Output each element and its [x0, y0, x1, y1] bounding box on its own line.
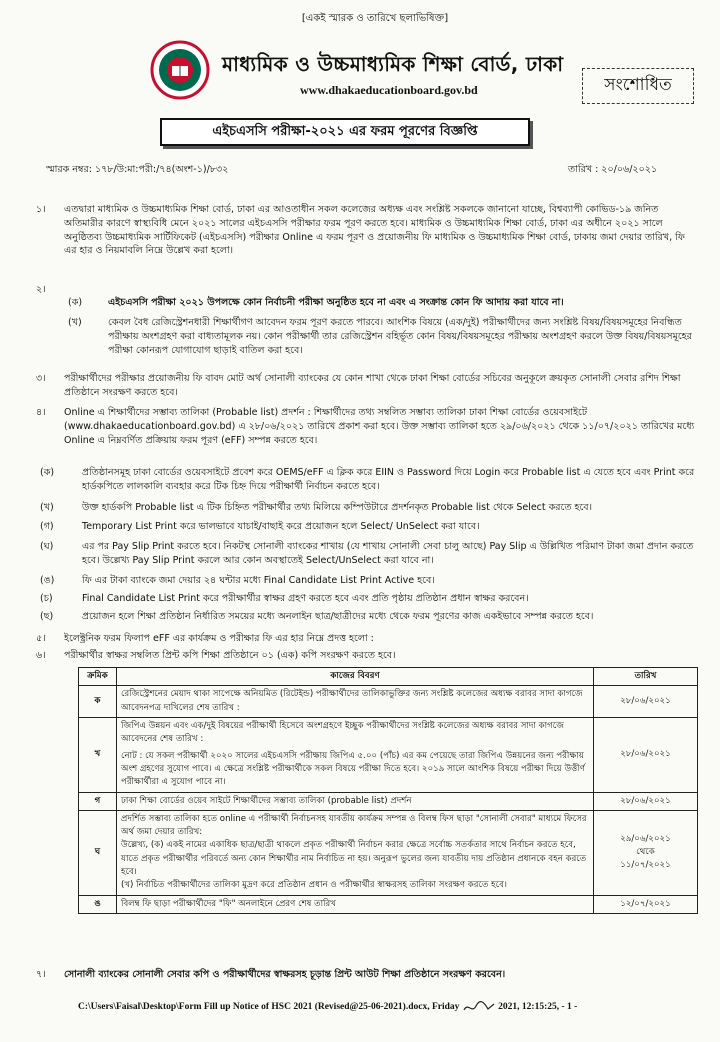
row-serial: ঙ — [79, 895, 117, 913]
para-4d-label: (ঘ) — [40, 541, 54, 552]
para-3: পরীক্ষার্থীদের পরীক্ষার প্রয়োজনীয় ফি বাবদ মোট অর্থ সোনালী ব্যাংকের যে কোন শাখা থেকে ঢাকা শিক্ষা বোর্ডের সচিবের অনুকূলে ক্রয়কৃত সোনালী সেবার রশিদ শিক্ষা প্রতিষ্ঠানে সংরক্ষণ করতে হবে। — [64, 373, 681, 398]
para-5: ইলেক্ট্রনিক ফরম ফিলাপ eFF এর কার্যক্রম ও পরীক্ষার ফি এর হার নিম্নে প্রদত্ত হলো : — [64, 633, 374, 644]
col-header-date: তারিখ — [594, 668, 698, 686]
row-date: ১২/০৭/২০২১ — [594, 895, 698, 913]
row-description-cell — [117, 717, 594, 792]
para-2a: এইচএসসি পরীক্ষা ২০২১ উপলক্ষে কোন নির্বাচনী পরীক্ষা অনুষ্ঠিত হবে না এবং এ সংক্রান্ত কোন ফি আদায় করা যাবে না। — [108, 297, 564, 308]
row-serial: গ — [79, 792, 117, 810]
table-header-row — [79, 668, 698, 686]
para-1: এতদ্বারা মাধ্যমিক ও উচ্চমাধ্যমিক শিক্ষা বোর্ড, ঢাকা এর আওতাধীন সকল কলেজের অধ্যক্ষ এবং সংশ্লিষ্ট সকলকে জানানো যাচ্ছে, বিশ্বব্যাপী কোভিড-১৯ জনিত অতিমারীর কারণে স্বাস্থ্যবিধি মেনে ২০২১ সালের এইচএসসি পরীক্ষার ফরম পূরণ করতে হবে। মাধ্যমিক ও উচ্চমাধ্যমিক শিক্ষা বোর্ড, ঢাকা এর অধীনে ২০২১ সালে অনুষ্ঠিতব্য উচ্চমাধ্যমিক সার্টিফিকেট (এইচএসসি) পরীক্ষার Online এ ফরম পূরণ ও প্রয়োজনীয় ফি মাধ্যমিক ও উচ্চমাধ্যমিক শিক্ষা বোর্ড, ঢাকায় জমা দেয়ার তারিখ, ফি এর হার ও নিয়মাবলি নিম্নে উল্লেখ করা হলো। — [64, 204, 685, 257]
row-description: বিলম্ব ফি ছাড়া পরীক্ষার্থীদের "ফি" অনলাইনে প্রেরণ শেষ তারিখ — [117, 895, 594, 913]
board-logo — [150, 40, 210, 100]
row-serial: খ — [79, 717, 117, 792]
row-description: রেজিস্ট্রেশনের মেয়াদ থাকা সাপেক্ষে অনিয়মিত (রিটেইন্ড) পরীক্ষার্থীদের তালিকাভুক্তির জন্য সংশ্লিষ্ট কলেজের অধ্যক্ষ বরাবর সাদা কাগজে আবেদনপত্র দাখিলের শেষ তারিখ : — [117, 686, 594, 718]
para-4g: প্রয়োজন হলে শিক্ষা প্রতিষ্ঠান নির্ধারিত সময়ের মধ্যে অনলাইন ছাত্র/ছাত্রীদের মধ্যে থেকে ফরম পূরণের কাজ একইভাবে সম্পন্ন করতে হবে। — [82, 611, 594, 622]
para-4e: ফি এর টাকা ব্যাংকে জমা দেয়ার ২৪ ঘন্টার মধ্যে Final Candidate List Print Active হবে। — [82, 575, 435, 586]
schedule-table — [78, 667, 698, 914]
para-4a: প্রতিষ্ঠানসমূহ ঢাকা বোর্ডের ওয়েবসাইটে প্রবেশ করে OEMS/eFF এ ক্লিক করে EIIN ও Password দিয়ে Login করে Probable list এ যেতে হবে এবং Print করে হার্ডকপিতে লালকালি ব্যবহার করে টিক চিহ্ন দিয়ে পরীক্ষার্থী নির্বাচন করতে হবে। — [82, 467, 695, 492]
document-footer — [78, 1000, 698, 1015]
para-4e-label: (ঙ) — [40, 575, 55, 586]
row-serial: ঘ — [79, 810, 117, 895]
para-4g-label: (ছ) — [40, 611, 54, 622]
row-note-2: (খ) নির্বাচিত পরীক্ষার্থীদের তালিকা মুদ্রণ করে প্রতিষ্ঠান প্রধান ও পরীক্ষার্থীর স্বাক্ষরসহ তালিকা সংরক্ষণ করতে হবে। — [121, 880, 507, 891]
row-date-start: ২৯/০৬/২০২১ — [620, 833, 671, 844]
row-date: ২৮/০৬/২০২১ — [594, 792, 698, 810]
table-row — [79, 792, 698, 810]
row-description: ঢাকা শিক্ষা বোর্ডের ওয়েব সাইটে শিক্ষার্থীদের সম্ভাব্য তালিকা (probable list) প্রদর্শন — [117, 792, 594, 810]
top-note: [একই স্মারক ও তারিখে ছলাভিষিক্ত] — [301, 13, 449, 24]
row-date: ২৮/০৬/২০২১ — [594, 686, 698, 718]
para-4b-label: (খ) — [40, 502, 54, 513]
para-4f-label: (চ) — [40, 593, 53, 604]
board-name: মাধ্যমিক ও উচ্চমাধ্যমিক শিক্ষা বোর্ড, ঢাকা — [222, 52, 564, 76]
para-2b: কেবল বৈধ রেজিস্ট্রেশনধারী শিক্ষার্থীগণ আবেদন ফরম পূরণ করতে পারবে। আংশিক বিষয়ে (এক/দুই) পরীক্ষার্থীদের জন্য সংশ্লিষ্ট বিষয়/বিষয়সমূহের নিবন্ধিত পরীক্ষায় অংশগ্রহণ করা বাধ্যতামূলক নয়। কোন পরীক্ষার্থী তার রেজিস্ট্রেশন বহির্ভূত কোন বিষয়/বিষয়সমূহের পরীক্ষায় অংশগ্রহণ করলে উক্ত বিষয়/বিষয়সমূহের পরীক্ষা কোনরূপ যোগাযোগ ছাড়াই বাতিল করা হবে। — [108, 317, 692, 356]
row-note: উল্লেখ্য, (ক) একই নামের একাধিক ছাত্র/ছাত্রী থাকলে প্রকৃত পরীক্ষার্থী নির্বাচন করার ক্ষেত্রে সর্বোচ্চ সতর্কতার সাথে নির্বাচন করতে হবে, যাতে প্রকৃত পরীক্ষার্থীর পরিবর্তে অন্য কোন শিক্ষার্থীর নাম নির্বাচিত না হয়। অনুরূপ ভুলের জন্য যাবতীয় দায় প্রতিষ্ঠান প্রধানকে বহন করতে হবে। — [121, 840, 587, 878]
para-4c: Temporary List Print করে ভালভাবে যাচাই/বাছাই করে প্রয়োজন হলে Select/ UnSelect করা যাবে। — [82, 521, 480, 532]
row-date-cell — [594, 810, 698, 895]
table-row — [79, 810, 698, 895]
footer-stamp: 2021, 12:15:25, - 1 - — [498, 1002, 578, 1013]
para-6: পরীক্ষার্থীর স্বাক্ষর সম্বলিত প্রিন্ট কপি শিক্ষা প্রতিষ্ঠানে ০১ (এক) কপি সংরক্ষণ করতে হবে। — [64, 650, 396, 661]
memo-number: স্মারক নম্বর: ১৭৮/উ:মা:পরী:/৭৪(অংশ-১)/৮৩২ — [46, 164, 229, 175]
board-website: www.dhakaeducationboard.gov.bd — [300, 83, 478, 97]
signature-mark — [462, 1000, 496, 1014]
para-4-number: ৪। — [36, 407, 46, 418]
para-1-number: ১। — [36, 204, 46, 215]
row-description-cell — [117, 810, 594, 895]
row-date-mid: থেকে — [636, 847, 655, 858]
para-4a-label: (ক) — [40, 467, 55, 478]
row-description: জিপিএ উন্নয়ন এবং এক/দুই বিষয়ের পরীক্ষার্থী হিসেবে অংশগ্রহণে ইচ্ছুক পরীক্ষার্থীদের সংশ্লিষ্ট কলেজের অধ্যক্ষ বরাবর সাদা কাগজে আবেদনের শেষ তারিখ : — [121, 720, 564, 745]
para-6-number: ৬। — [36, 650, 46, 661]
para-2b-label: (খ) — [68, 317, 82, 328]
table-row — [79, 686, 698, 718]
para-4f: Final Candidate List Print করে পরীক্ষার্থীর স্বাক্ষর গ্রহণ করতে হবে এবং প্রতি পৃষ্ঠায় প্রতিষ্ঠান প্রধান স্বাক্ষর করবেন। — [82, 593, 529, 604]
row-description: প্রদর্শিত সম্ভাব্য তালিকা হতে online এ পরীক্ষার্থী নির্বাচনসহ যাবতীয় কার্যক্রম সম্পন্ন ও বিলম্ব ফিস ছাড়া "সোনালী সেবার" মাধ্যমে ফিসের অর্থ জমা দেয়ার তারিখ: — [121, 813, 587, 838]
para-3-number: ৩। — [36, 373, 46, 384]
row-date: ২৮/০৬/২০২১ — [594, 717, 698, 792]
revised-badge: সংশোধিত — [582, 68, 694, 104]
row-note: নোট : যে সকল পরীক্ষার্থী ২০২০ সালের এইচএসসি পরীক্ষায় জিপিএ ৫.০০ (পাঁচ) এর কম পেয়েছে তারা জিপিএ উন্নয়নের জন্য পরীক্ষায় অংশ গ্রহণের সুযোগ পাবে। এ ক্ষেত্রে সংশ্লিষ্ট পরীক্ষার্থীকে সকল বিষয়ে পরীক্ষা দিতে হবে। ২০১৯ সালে আংশিক বিষয়ে পরীক্ষা দিয়ে উত্তীর্ণ পরীক্ষার্থীরা এ সুযোগ পাবে না। — [121, 750, 585, 788]
para-2a-label: (ক) — [68, 297, 83, 308]
para-4d: এর পর Pay Slip Print করতে হবে। নিকটস্থ সোনালী ব্যাংকের শাখায় (যে শাখায় সোনালী সেবা চালু আছে) Pay Slip এ উল্লিখিত পরিমাণ টাকা জমা প্রদান করতে হবে। উল্লেখ্য Pay Slip Print করলে আর কোন অবস্থাতেই Select/UnSelect করা যাবে না। — [82, 541, 694, 566]
row-serial: ক — [79, 686, 117, 718]
para-7-number: ৭। — [36, 969, 46, 980]
para-4c-label: (গ) — [40, 521, 54, 532]
para-2-number: ২। — [36, 284, 46, 295]
notice-title: এইচএসসি পরীক্ষা-২০২১ এর ফরম পূরণের বিজ্ঞপ্তি — [160, 118, 530, 146]
para-4b: উক্ত হার্ডকপি Probable list এ টিক চিহ্নিত পরীক্ষার্থীর তথ্য মিলিয়ে কম্পিউটারে প্রদর্শনকৃত Probable list থেকে Select করতে হবে। — [82, 502, 592, 513]
para-5-number: ৫। — [36, 633, 46, 644]
para-7: সোনালী ব্যাংকের সোনালী সেবার কপি ও পরীক্ষার্থীদের স্বাক্ষরসহ চূড়ান্ত প্রিন্ট আউট শিক্ষা প্রতিষ্ঠানে সংরক্ষণ করবেন। — [64, 969, 506, 980]
footer-path: C:\Users\Faisal\Desktop\Form Fill up Notice of HSC 2021 (Revised@25-06-2021).docx, Friday — [78, 1002, 460, 1013]
col-header-serial: ক্রমিক — [79, 668, 117, 686]
table-row — [79, 895, 698, 913]
notice-date: তারিখ : ২০/০৬/২০২১ — [568, 164, 658, 175]
col-header-description: কাজের বিবরণ — [117, 668, 594, 686]
row-date-end: ১১/০৭/২০২১ — [620, 860, 671, 871]
table-row — [79, 717, 698, 792]
para-4: Online এ শিক্ষার্থীদের সম্ভাব্য তালিকা (Probable list) প্রদর্শন : শিক্ষার্থীদের তথ্য সম্বলিত সম্ভাব্য তালিকা ঢাকা শিক্ষা বোর্ডের ওয়েবসাইটে (www.dhakaeducationboard.gov.bd) এ ২৮/০৬/২০২১ তারিখে প্রকাশ করা হবে। উক্ত সম্ভাব্য তালিকা হতে ২৯/০৬/২০২১ থেকে ১১/০৭/২০২১ তারিখের মধ্যে Online এ নিম্নবর্ণিত প্রক্রিয়ায় ফরম পূরণ (eFF) সম্পন্ন করতে হবে। — [64, 407, 695, 446]
